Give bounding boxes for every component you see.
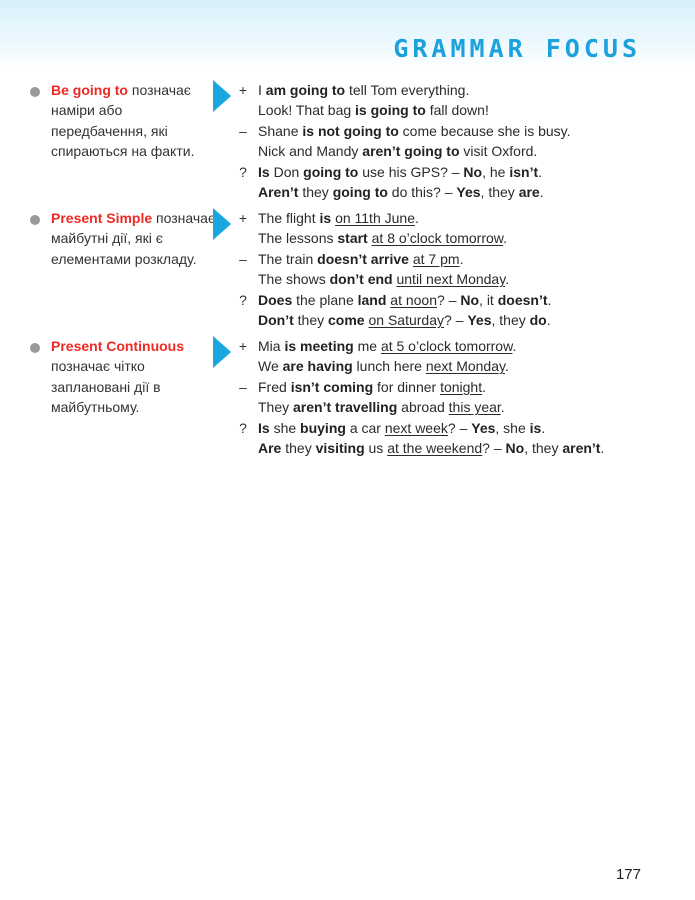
grammar-term: Present Simple [51, 210, 153, 226]
arrow-right-icon [213, 336, 231, 368]
example-sentence [233, 100, 673, 120]
example-sentence [233, 80, 673, 100]
text-fragment: ? – [447, 419, 472, 436]
verb-form: Yes [471, 419, 496, 436]
example-sentence [233, 228, 673, 248]
rule-description [51, 208, 216, 269]
text-fragment: . [600, 439, 605, 456]
rule-line: елементами розкладу. [51, 250, 197, 267]
verb-form: aren’t travelling [293, 399, 398, 416]
sentence-text [258, 269, 509, 289]
page-number: 177 [615, 866, 641, 883]
verb-form: is meeting [284, 338, 354, 354]
form-symbol: – [239, 122, 247, 139]
time-expression: on 11th June [335, 210, 415, 226]
text-fragment: ? – [482, 439, 506, 456]
sentence-text [258, 80, 469, 100]
text-fragment: , they [524, 439, 563, 456]
text-fragment: they [293, 311, 329, 328]
verb-form: doesn’t arrive [317, 250, 409, 267]
example-sentence [233, 356, 673, 376]
text-fragment: Nick and Mandy [258, 143, 363, 160]
verb-form: No [505, 439, 525, 456]
verb-form: is not going to [302, 122, 399, 139]
text-fragment: the plane [292, 291, 358, 308]
sentence-text [258, 121, 571, 141]
verb-form: aren’t going to [362, 143, 460, 160]
verb-form: going to [303, 163, 359, 180]
verb-form: No [463, 163, 483, 180]
verb-form: Are [258, 439, 282, 456]
grammar-term: Be going to [51, 82, 128, 98]
form-symbol: + [238, 338, 248, 354]
verb-form: isn’t coming [290, 378, 374, 395]
verb-form: isn’t [509, 163, 539, 180]
verb-form: Yes [467, 311, 492, 328]
example-sentence [233, 162, 673, 182]
verb-form: are having [282, 358, 353, 375]
sentence-text [258, 418, 545, 438]
text-fragment: They [258, 399, 294, 416]
verb-form: Does [258, 291, 293, 308]
rule-line: спираються на факти. [51, 143, 195, 160]
text-fragment: The lessons [258, 230, 338, 247]
example-sentence [233, 208, 673, 228]
text-fragment: us [364, 439, 388, 456]
text-fragment: . [538, 163, 543, 180]
text-fragment: . [541, 419, 546, 436]
text-fragment: The flight [258, 210, 320, 226]
example-sentence [233, 336, 673, 356]
text-fragment: . [504, 358, 509, 375]
text-fragment: Mia [258, 338, 285, 354]
text-fragment: a car [345, 419, 385, 436]
text-fragment: . [482, 378, 487, 395]
sentence-text [258, 356, 509, 376]
form-symbol: – [239, 250, 247, 267]
form-symbol: + [238, 210, 248, 226]
sentence-text [258, 336, 516, 356]
rule-description [51, 80, 216, 162]
examples-list [233, 336, 673, 458]
sentence-text [258, 290, 551, 310]
text-fragment: come because she is busy. [398, 122, 571, 139]
sentence-text [258, 310, 551, 330]
example-sentence [233, 121, 673, 141]
text-fragment: lunch here [352, 358, 426, 375]
rule-line: позначає [128, 82, 191, 98]
verb-form: don’t end [329, 271, 393, 288]
text-fragment: they [298, 183, 333, 200]
sentence-text [258, 162, 542, 182]
text-fragment: abroad [397, 399, 449, 416]
text-fragment: fall down! [425, 102, 489, 119]
verb-form: Is [258, 163, 270, 180]
text-fragment: visit Oxford. [459, 143, 538, 160]
form-symbol: + [238, 82, 248, 98]
text-fragment: The shows [258, 271, 330, 288]
verb-form: Yes [456, 183, 481, 200]
verb-form: Don’t [258, 311, 294, 328]
example-sentence [233, 377, 673, 397]
grammar-term: Present Continuous [51, 338, 185, 354]
time-expression: at 5 o’clock tomorrow [380, 338, 513, 354]
verb-form: is going to [355, 102, 426, 119]
text-fragment: The train [258, 250, 318, 267]
time-expression: at the weekend [387, 439, 483, 456]
sentence-text [258, 397, 505, 417]
text-fragment: use his GPS? – [358, 163, 464, 180]
verb-form: doesn’t [497, 291, 548, 308]
text-fragment: do this? – [387, 183, 457, 200]
examples-list [233, 80, 673, 202]
text-fragment: We [258, 358, 283, 375]
rule-line: майбутньому. [51, 399, 140, 416]
example-sentence [233, 269, 673, 289]
verb-form: is [529, 419, 542, 436]
example-sentence [233, 418, 673, 438]
example-sentence [233, 141, 673, 161]
time-expression: at 7 pm [412, 250, 460, 267]
rule-line: позначає [152, 210, 216, 226]
verb-form: is [319, 210, 332, 226]
time-expression: on Saturday [368, 311, 444, 328]
text-fragment: , they [491, 311, 530, 328]
verb-form: land [357, 291, 387, 308]
text-fragment: , he [482, 163, 510, 180]
text-fragment: . [546, 311, 551, 328]
text-fragment: Shane [258, 122, 303, 139]
example-sentence [233, 182, 673, 202]
time-expression: this year [448, 399, 501, 416]
sentence-text [258, 182, 544, 202]
rule-line: передбачення, які [51, 122, 168, 139]
text-fragment: she [269, 419, 301, 436]
form-symbol: – [239, 378, 247, 395]
rule-description [51, 336, 216, 418]
examples-list [233, 208, 673, 330]
rule-line: майбутні дії, які є [51, 230, 163, 247]
text-fragment: ? – [437, 291, 461, 308]
time-expression: tonight [440, 378, 483, 395]
text-fragment: . [414, 210, 419, 226]
text-fragment: I [258, 82, 266, 98]
example-sentence [233, 249, 673, 269]
verb-form: Aren’t [258, 183, 299, 200]
time-expression: at 8 o’clock tomorrow [371, 230, 504, 247]
verb-form: visiting [315, 439, 365, 456]
time-expression: at noon [390, 291, 438, 308]
text-fragment: , she [495, 419, 530, 436]
text-fragment: . [547, 291, 552, 308]
time-expression: next Monday [425, 358, 505, 375]
text-fragment: me [353, 338, 381, 354]
bullet-icon [30, 215, 40, 225]
arrow-right-icon [213, 208, 231, 240]
sentence-text [258, 141, 537, 161]
example-sentence [233, 310, 673, 330]
text-fragment: Fred [258, 378, 291, 395]
sentence-text [258, 377, 486, 397]
text-fragment: . [503, 230, 508, 247]
verb-form: buying [300, 419, 346, 436]
verb-form: am going to [265, 82, 346, 98]
time-expression: until next Monday [396, 271, 506, 288]
form-symbol: ? [239, 163, 247, 180]
rule-line: позначає чітко [51, 358, 145, 375]
text-fragment: . [512, 338, 517, 354]
sentence-text [258, 228, 507, 248]
text-fragment: , they [480, 183, 519, 200]
bullet-icon [30, 87, 40, 97]
text-fragment: Look! That bag [258, 102, 356, 119]
form-symbol: ? [239, 291, 247, 308]
time-expression: next week [384, 419, 448, 436]
text-fragment: ? – [443, 311, 468, 328]
arrow-right-icon [213, 80, 231, 112]
sentence-text [258, 100, 489, 120]
verb-form: do [529, 311, 547, 328]
text-fragment: . [459, 250, 464, 267]
sentence-text [258, 438, 604, 458]
verb-form: No [460, 291, 480, 308]
page-title: GRAMMAR FOCUS [393, 34, 641, 63]
verb-form: start [337, 230, 368, 247]
text-fragment: for dinner [373, 378, 441, 395]
text-fragment: . [505, 271, 510, 288]
verb-form: Is [258, 419, 270, 436]
verb-form: come [328, 311, 365, 328]
sentence-text [258, 249, 463, 269]
bullet-icon [30, 343, 40, 353]
text-fragment: Don [269, 163, 304, 180]
verb-form: going to [332, 183, 388, 200]
rule-line: наміри або [51, 102, 123, 119]
form-symbol: ? [239, 419, 247, 436]
text-fragment: . [539, 183, 544, 200]
example-sentence [233, 397, 673, 417]
rule-line: заплановані дії в [51, 378, 161, 395]
sentence-text [258, 208, 419, 228]
example-sentence [233, 438, 673, 458]
text-fragment: . [500, 399, 505, 416]
text-fragment: they [281, 439, 316, 456]
text-fragment: tell Tom everything. [345, 82, 470, 98]
verb-form: are [518, 183, 540, 200]
example-sentence [233, 290, 673, 310]
text-fragment: , it [479, 291, 498, 308]
verb-form: aren’t [562, 439, 601, 456]
